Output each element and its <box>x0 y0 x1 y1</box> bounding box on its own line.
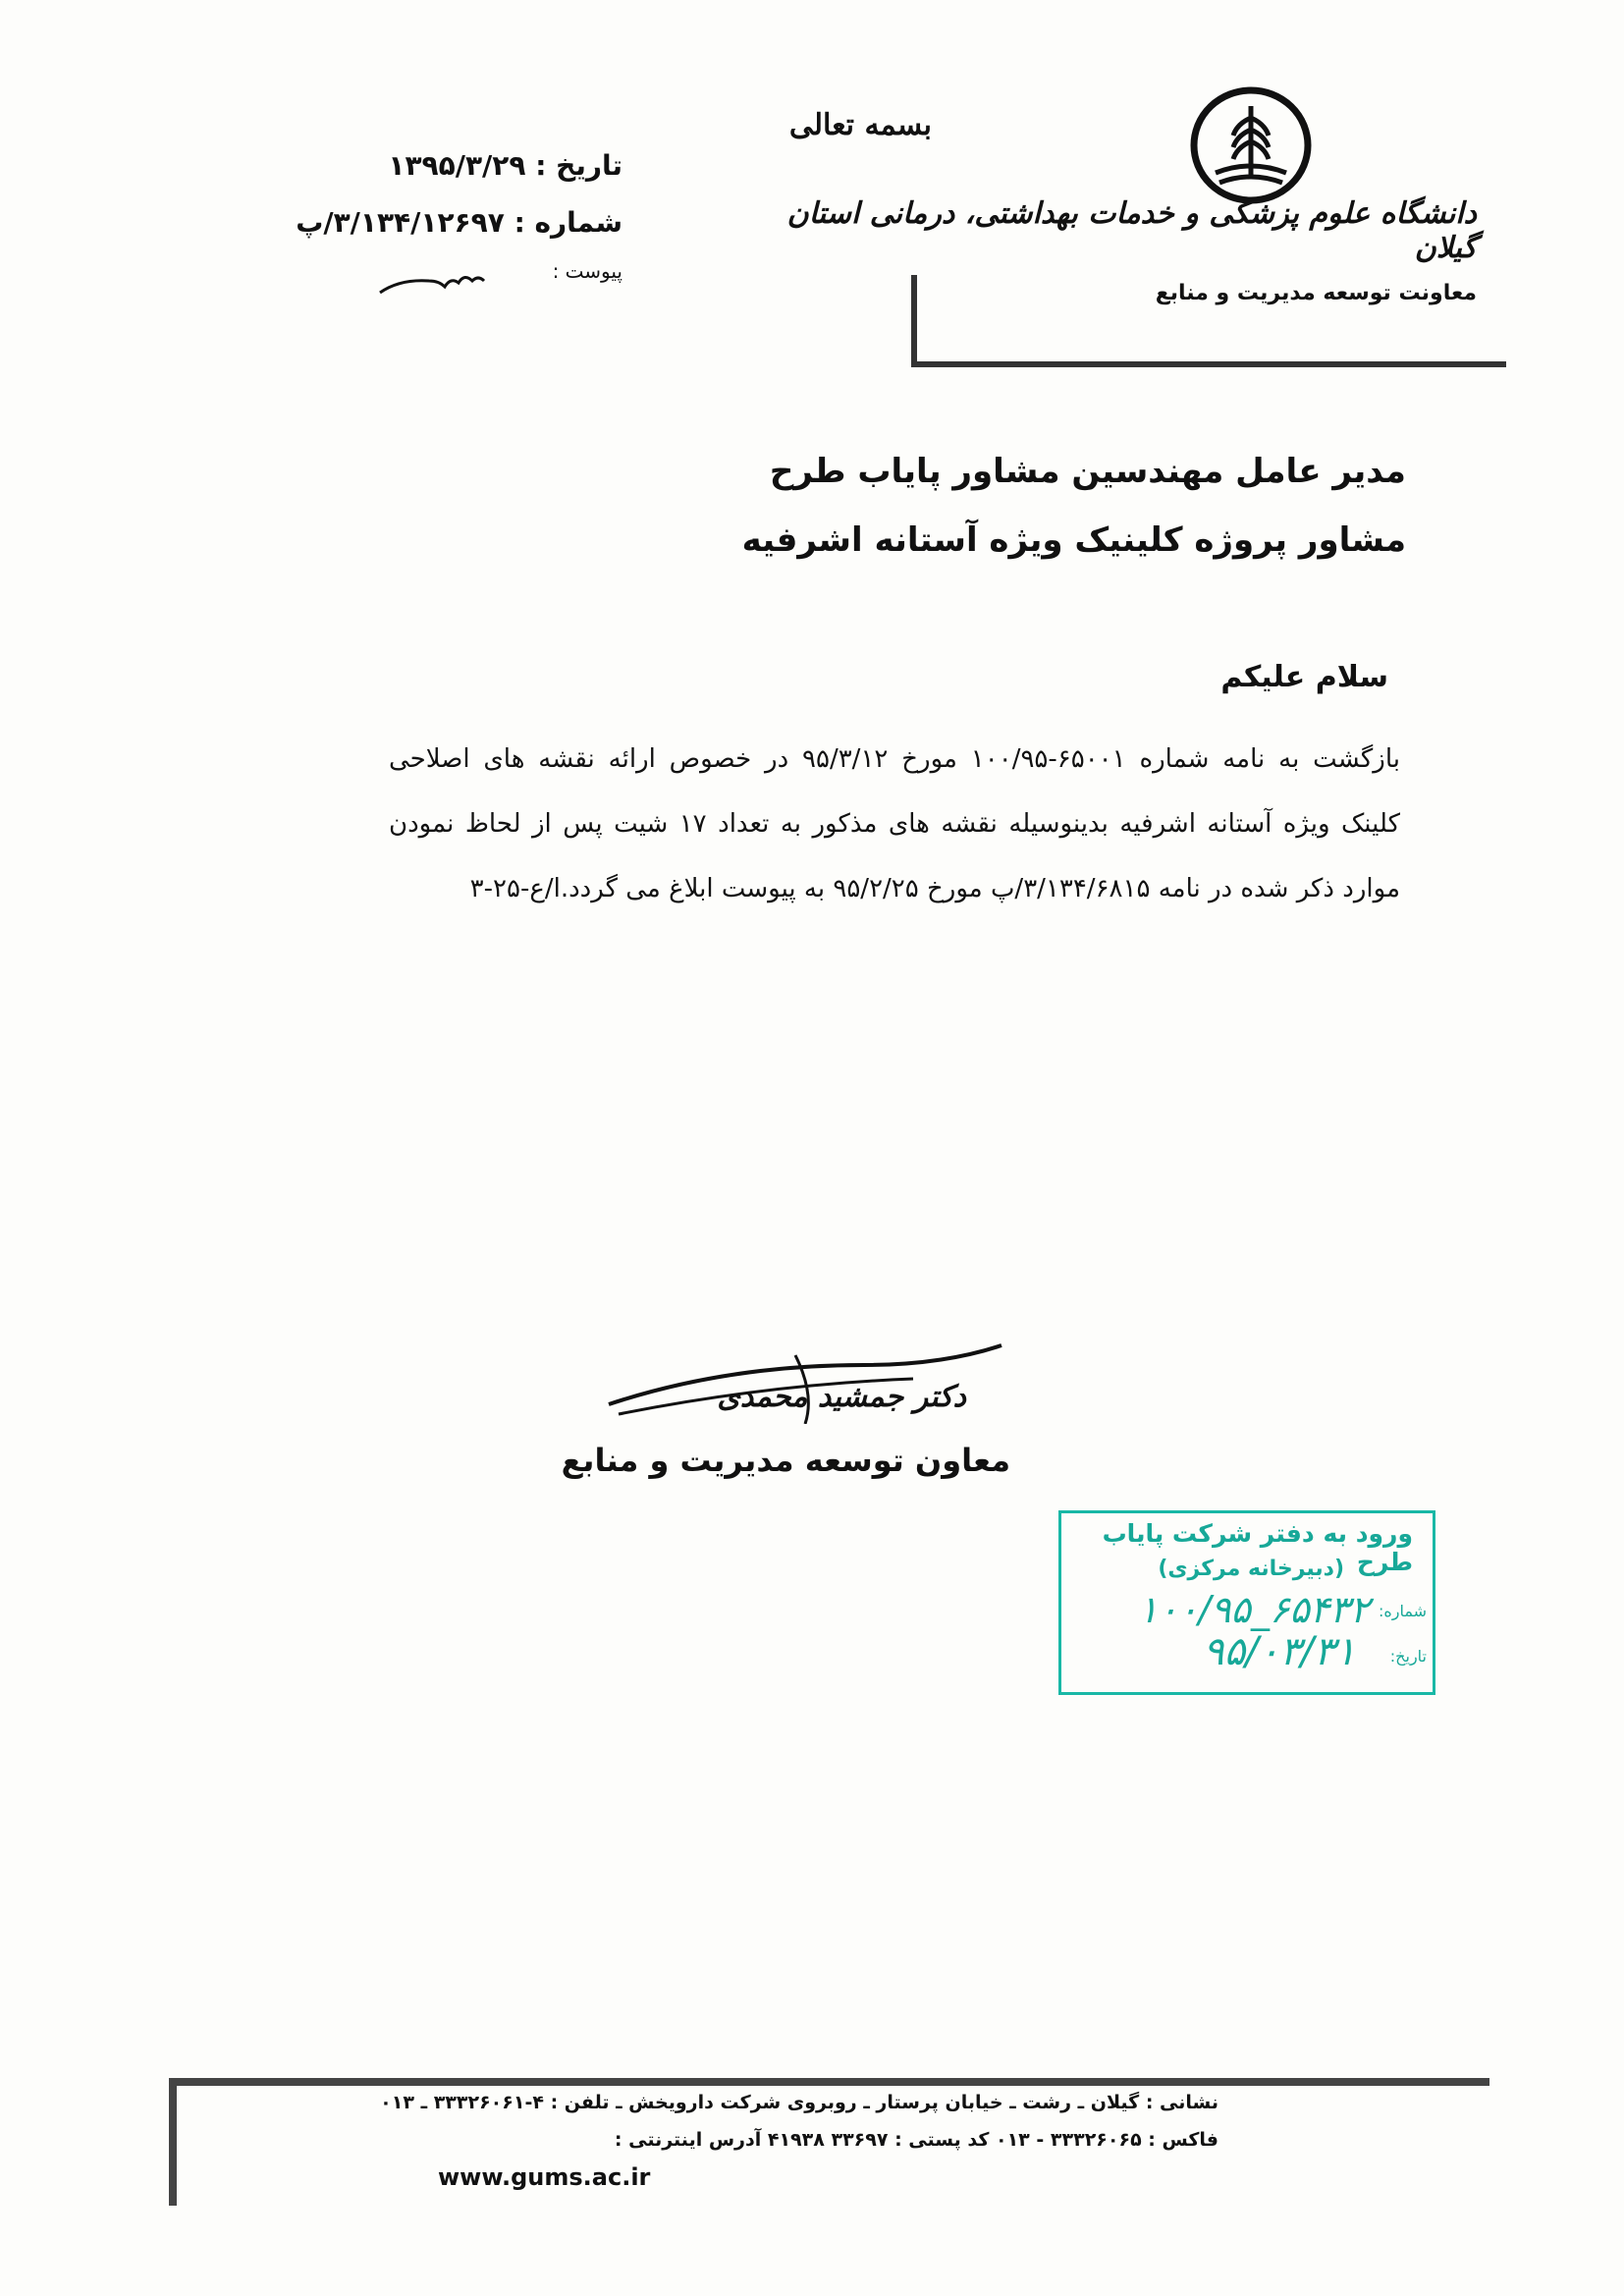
department-name: معاونت توسعه مدیریت و منابع <box>1155 281 1477 305</box>
footer-fax-text: فاکس : ۳۳۳۲۶۰۶۵ - ۰۱۳ کد پستی : ۳۳۶۹۷ ۴۱۹۳۸ آدرس اینترنتی : <box>614 2129 1218 2151</box>
attachment-handwriting-icon <box>378 263 545 302</box>
footer-website-link[interactable]: www.gums.ac.ir <box>438 2163 651 2191</box>
stamp-number-label: شماره: <box>1378 1602 1427 1620</box>
stamp-title: ورود به دفتر شرکت پایاب طرح <box>1102 1519 1413 1576</box>
footer-divider <box>169 2078 1489 2086</box>
footer-address: نشانی : گیلان ـ رشت ـ خیابان پرستار ـ روبروی شرکت دارویخش ـ تلفن : ۴-۳۳۳۲۶۰۶۱ ـ ۰۱۳ <box>380 2092 1218 2113</box>
university-name: دانشگاه علوم پزشکی و خدمات بهداشتی، درمانی استان گیلان <box>786 196 1477 265</box>
recipient-line-1: مدیر عامل مهندسین مشاور پایاب طرح <box>769 452 1406 491</box>
footer-fax-postal <box>615 2129 1218 2151</box>
footer-frame-edge <box>169 2078 177 2206</box>
number-value: ۳/۱۳۴/۱۲۶۹۷/پ <box>296 206 505 239</box>
date-row <box>388 149 623 182</box>
received-stamp <box>1058 1510 1435 1695</box>
signatory-title: معاون توسعه مدیریت و منابع <box>561 1442 1010 1479</box>
date-value: ۱۳۹۵/۳/۲۹ <box>388 149 526 182</box>
recipient-line-2: مشاور پروژه کلینیک ویژه آستانه اشرفیه <box>741 520 1406 560</box>
university-logo-icon <box>1172 79 1329 216</box>
stamp-number-value: ۱۰۰/۹۵_۶۵۴۳۲ <box>1138 1588 1370 1631</box>
greeting: سلام علیکم <box>1220 660 1388 694</box>
number-label: شماره : <box>514 206 623 239</box>
stamp-subtitle: (دبیرخانه مرکزی) <box>1158 1557 1344 1581</box>
basmala: بسمه تعالی <box>788 108 932 142</box>
number-row <box>296 206 623 239</box>
date-label: تاریخ : <box>535 149 623 182</box>
stamp-date-label: تاریخ: <box>1389 1647 1427 1666</box>
attachment-row <box>553 259 623 283</box>
attachment-label: پیوست : <box>552 259 623 283</box>
stamp-date-value: ۹۵/۰۳/۳۱ <box>1203 1629 1356 1674</box>
letter-body: بازگشت به نامه شماره ۶۵۰۰۱-۱۰۰/۹۵ مورخ ۹۵/۳/۱۲ در خصوص ارائه نقشه های اصلاحی کلینک ویژه آستانه اشرفیه بدینوسیله نقشه های مذکور به تعداد ۱۷ شیت پس از لحاظ نمودن موارد ذکر شده در نامه ۳/۱۳۴/۶۸۱۵/پ مورخ ۹۵/۲/۲۵ به پیوست ابلاغ می گردد.ا/ع-۲۵-۳ <box>389 744 1400 903</box>
signatory-name: دکتر جمشید محمدی <box>717 1380 966 1414</box>
